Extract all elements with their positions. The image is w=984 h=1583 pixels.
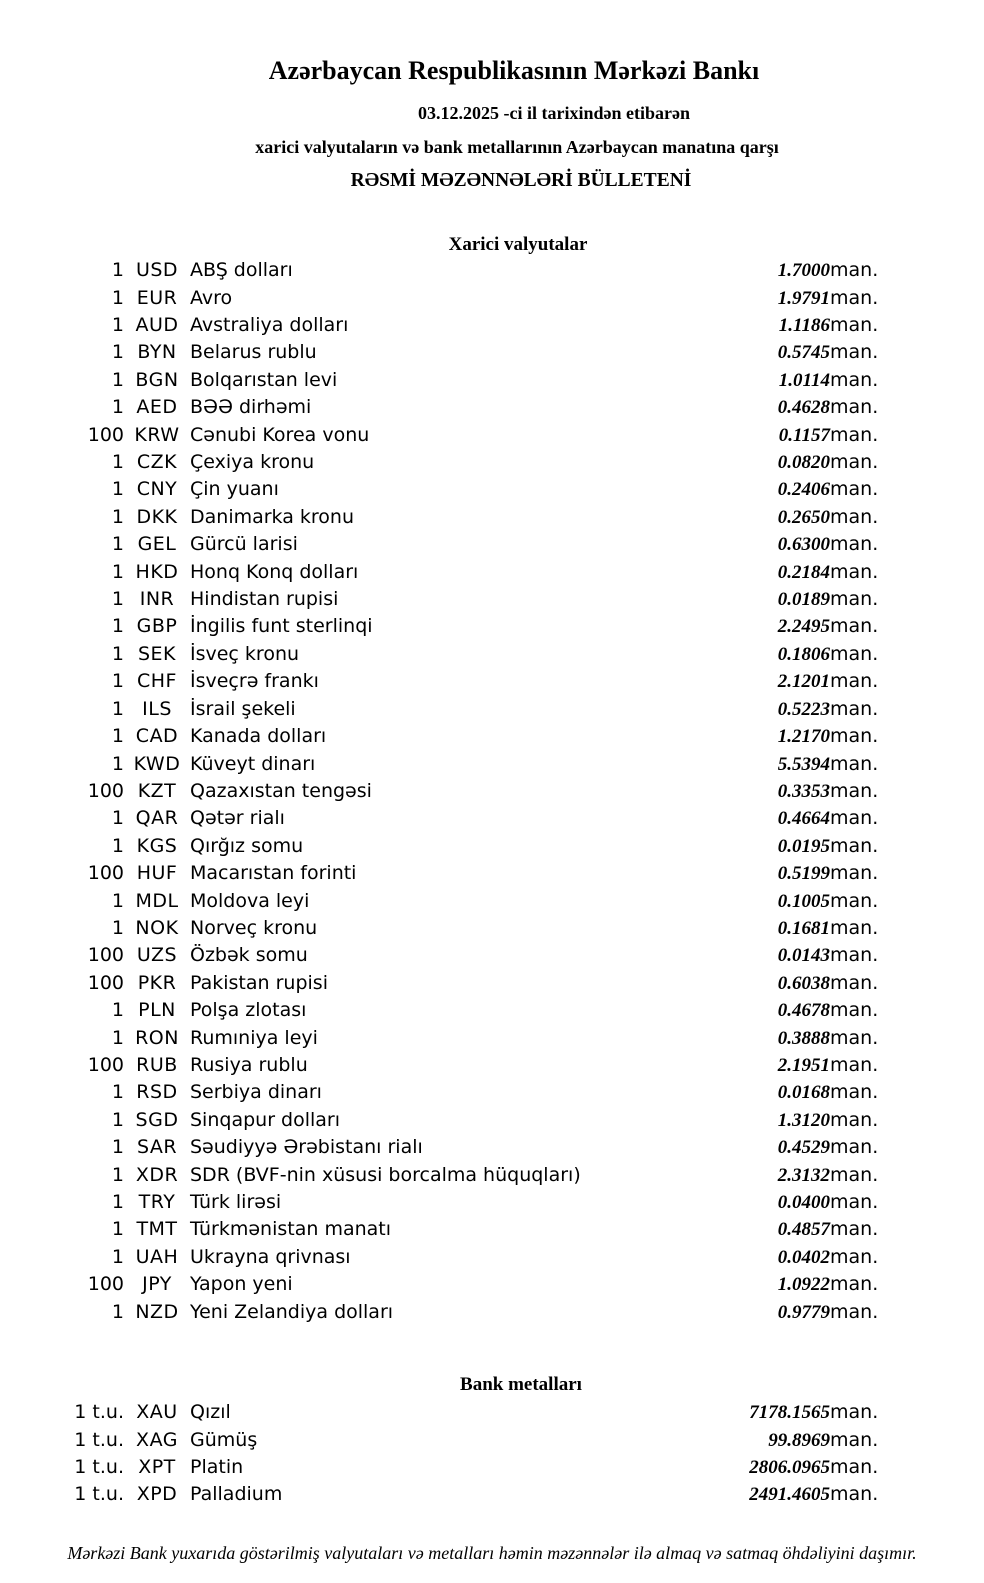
currency-code: MDL [135,889,179,912]
currency-quantity: 100 [87,1053,124,1076]
currency-rate: 0.3353 [777,780,830,802]
currency-quantity: 1 [111,1218,124,1241]
currency-quantity: 1 [111,286,124,309]
currency-unit-label: man. [830,999,879,1022]
currency-row [0,421,984,448]
currency-quantity: 1 [111,1163,124,1186]
currency-row [0,750,984,777]
currency-unit-label: man. [830,1026,879,1049]
currency-row [0,257,984,284]
currency-row [0,1298,984,1325]
currency-rate: 0.1681 [777,917,830,939]
currency-code: AUD [135,314,179,337]
currencies-section-heading: Xarici valyutalar [448,234,588,255]
metal-name: Palladium [190,1483,283,1506]
currency-quantity: 1 [111,615,124,638]
currency-row [0,1134,984,1161]
metal-row [0,1454,984,1481]
currency-name: Bolqarıstan levi [190,368,338,391]
currency-rate: 0.5745 [777,342,830,364]
currency-name: Yeni Zelandiya dolları [190,1300,394,1323]
metal-quantity: 1 t.u. [74,1456,124,1479]
currency-rate: 0.1806 [777,643,830,665]
currency-rate: 0.9779 [777,1301,830,1323]
metal-rate: 7178.1565 [749,1402,830,1424]
currency-quantity: 1 [111,1026,124,1049]
currency-unit-label: man. [830,478,879,501]
currency-rate: 0.4529 [777,1137,830,1159]
currency-row [0,449,984,476]
metals-table [0,1399,984,1509]
currency-rate: 0.3888 [777,1027,830,1049]
currency-code: SAR [136,1136,178,1159]
currency-unit-label: man. [830,725,879,748]
metal-rate: 99.8969 [768,1429,830,1451]
currency-quantity: 1 [111,478,124,501]
currency-name: Küveyt dinarı [190,752,316,775]
metal-name: Qızıl [190,1401,231,1424]
currency-rate: 1.9791 [777,287,830,309]
currency-quantity: 100 [87,779,124,802]
currency-unit-label: man. [830,314,879,337]
currency-rate: 2.3132 [777,1164,830,1186]
currency-quantity: 1 [111,533,124,556]
currency-rate: 0.2650 [777,506,830,528]
currency-quantity: 100 [87,971,124,994]
page-title: Azərbaycan Respublikasının Mərkəzi Bankı [268,56,760,85]
currency-rate: 0.4628 [777,397,830,419]
currency-rate: 0.0168 [777,1082,830,1104]
currency-quantity: 1 [111,999,124,1022]
currency-name: Avro [190,286,233,309]
currency-name: Kanada dolları [190,725,327,748]
currency-row [0,504,984,531]
currency-name: Avstraliya dolları [190,314,349,337]
currency-unit-label: man. [830,834,879,857]
currency-code: GBP [136,615,178,638]
metal-code: XAU [136,1401,178,1424]
currency-code: RSD [136,1081,178,1104]
currency-code: SEK [137,642,177,665]
metal-quantity: 1 t.u. [74,1483,124,1506]
currency-quantity: 1 [111,889,124,912]
currency-code: HKD [135,560,179,583]
currency-quantity: 1 [111,368,124,391]
currency-name: Serbiya dinarı [190,1081,322,1104]
currency-rate: 0.0143 [777,945,830,967]
currency-unit-label: man. [830,1273,879,1296]
currency-name: Moldova leyi [190,889,310,912]
currency-name: Yapon yeni [190,1273,293,1296]
currency-rate: 1.7000 [777,260,830,282]
currency-unit-label: man. [830,1191,879,1214]
currency-unit-label: man. [830,779,879,802]
currency-unit-label: man. [830,533,879,556]
currency-unit-label: man. [830,560,879,583]
currency-quantity: 1 [111,505,124,528]
currency-row [0,284,984,311]
currency-quantity: 1 [111,670,124,693]
currency-name: İsveçrə frankı [190,670,319,693]
currency-code: EUR [136,286,178,309]
currency-name: Qazaxıstan tengəsi [190,779,372,802]
currency-rate: 1.1186 [778,315,830,337]
currency-rate: 0.5223 [777,698,830,720]
currency-unit-label: man. [830,862,879,885]
currency-row [0,1161,984,1188]
metal-row [0,1426,984,1453]
currency-row [0,942,984,969]
currency-row [0,394,984,421]
currency-quantity: 1 [111,1136,124,1159]
subtitle-line: xarici valyutaların və bank metallarının Azərbaycan manatına qarşı [255,137,779,157]
currencies-table [0,257,984,1326]
currency-quantity: 100 [87,423,124,446]
currency-rate: 0.0820 [777,452,830,474]
currency-row [0,805,984,832]
currency-code: DKK [136,505,178,528]
metal-code: XAG [136,1428,178,1451]
currency-quantity: 1 [111,341,124,364]
currency-code: NZD [135,1300,179,1323]
currency-quantity: 1 [111,1245,124,1268]
currency-code: KZT [137,779,177,802]
currency-quantity: 100 [87,1273,124,1296]
currency-quantity: 1 [111,451,124,474]
bulletin-title: RƏSMİ MƏZƏNNƏLƏRİ BÜLLETENİ [350,170,692,191]
currency-unit-label: man. [830,752,879,775]
currency-row [0,586,984,613]
currency-code: XDR [135,1163,179,1186]
metal-unit-label: man. [830,1401,879,1424]
currency-code: RON [135,1026,179,1049]
currency-name: İsrail şekeli [190,697,296,720]
currency-name: Qırğız somu [190,834,304,857]
currency-name: İsveç kronu [190,642,300,665]
currency-row [0,696,984,723]
currency-row [0,833,984,860]
currency-code: USD [135,259,179,282]
currency-unit-label: man. [830,889,879,912]
currency-quantity: 1 [111,916,124,939]
currency-row [0,1271,984,1298]
metals-section-heading: Bank metalları [460,1374,582,1395]
currency-quantity: 1 [111,807,124,830]
metal-name: Gümüş [190,1428,258,1451]
currency-name: Hindistan rupisi [190,588,339,611]
date-line: 03.12.2025 -ci il tarixindən etibarən [418,103,690,123]
currency-rate: 2.1201 [777,671,830,693]
currency-unit-label: man. [830,670,879,693]
currency-unit-label: man. [830,1300,879,1323]
currency-rate: 2.1951 [777,1054,830,1076]
currency-code: KWD [133,752,181,775]
currency-unit-label: man. [830,642,879,665]
currency-rate: 0.2406 [777,479,830,501]
currency-code: PLN [138,999,176,1022]
currency-row [0,1189,984,1216]
currency-rate: 0.1005 [777,890,830,912]
currency-rate: 1.2170 [777,726,830,748]
currency-unit-label: man. [830,944,879,967]
currency-row [0,1244,984,1271]
currency-code: UZS [136,944,178,967]
currency-row [0,887,984,914]
currency-name: İngilis funt sterlinqi [190,615,373,638]
metal-quantity: 1 t.u. [74,1401,124,1424]
currency-unit-label: man. [830,259,879,282]
currency-unit-label: man. [830,697,879,720]
currency-code: KRW [134,423,180,446]
currency-row [0,312,984,339]
currency-quantity: 1 [111,725,124,748]
currency-unit-label: man. [830,1053,879,1076]
currency-rate: 0.0400 [777,1192,830,1214]
currency-row [0,613,984,640]
currency-row [0,1216,984,1243]
currency-unit-label: man. [830,971,879,994]
currency-quantity: 1 [111,752,124,775]
currency-unit-label: man. [830,368,879,391]
currency-rate: 0.2184 [777,561,830,583]
currency-row [0,558,984,585]
currency-quantity: 1 [111,1300,124,1323]
currency-name: BƏƏ dirhəmi [190,396,312,419]
currency-row [0,997,984,1024]
currency-code: CHF [137,670,177,693]
currency-quantity: 1 [111,1081,124,1104]
currency-row [0,339,984,366]
currency-row [0,476,984,503]
currency-name: ABŞ dolları [190,259,293,282]
metal-row [0,1399,984,1426]
currency-unit-label: man. [830,1108,879,1131]
currency-unit-label: man. [830,807,879,830]
currency-name: Honq Konq dolları [190,560,359,583]
currency-row [0,1079,984,1106]
currency-unit-label: man. [830,916,879,939]
currency-code: CAD [135,725,179,748]
currency-quantity: 1 [111,1108,124,1131]
currency-row [0,970,984,997]
currency-name: Özbək somu [190,944,308,967]
currency-quantity: 1 [111,642,124,665]
currency-code: INR [139,588,175,611]
currency-quantity: 1 [111,560,124,583]
currency-code: NOK [135,916,179,939]
currency-rate: 0.0195 [777,835,830,857]
currency-code: CZK [136,451,178,474]
currency-code: PKR [137,971,177,994]
currency-name: Pakistan rupisi [190,971,328,994]
currency-code: KGS [136,834,178,857]
currency-quantity: 1 [111,697,124,720]
currency-unit-label: man. [830,451,879,474]
metal-rate: 2491.4605 [749,1484,830,1506]
currency-name: Norveç kronu [190,916,318,939]
metal-code: XPD [136,1483,178,1506]
metal-quantity: 1 t.u. [74,1428,124,1451]
metal-name: Platin [190,1456,244,1479]
currency-row [0,668,984,695]
currency-name: Türk lirəsi [190,1191,282,1214]
currency-row [0,1024,984,1051]
currency-quantity: 1 [111,314,124,337]
currency-rate: 1.3120 [777,1109,830,1131]
currency-unit-label: man. [830,286,879,309]
currency-row [0,531,984,558]
currency-row [0,778,984,805]
currency-code: AED [136,396,178,419]
currency-rate: 0.4857 [777,1219,830,1241]
currency-unit-label: man. [830,1163,879,1186]
currency-quantity: 100 [87,944,124,967]
currency-rate: 0.0189 [777,589,830,611]
currency-unit-label: man. [830,1245,879,1268]
currency-code: JPY [142,1273,172,1296]
currency-code: UAH [135,1245,179,1268]
currency-code: GEL [137,533,177,556]
currency-name: Belarus rublu [190,341,317,364]
currency-rate: 5.5394 [777,753,830,775]
currency-name: Səudiyyə Ərəbistanı rialı [190,1136,423,1159]
currency-name: Gürcü larisi [190,533,298,556]
currency-code: CNY [136,478,178,501]
metal-unit-label: man. [830,1483,879,1506]
currency-row [0,1107,984,1134]
currency-name: Rusiya rublu [190,1053,308,1076]
currency-unit-label: man. [830,341,879,364]
currency-name: Rumıniya leyi [190,1026,318,1049]
currency-code: BYN [137,341,177,364]
currency-rate: 0.6300 [777,534,830,556]
currency-quantity: 1 [111,1191,124,1214]
metal-unit-label: man. [830,1456,879,1479]
currency-code: BGN [135,368,179,391]
currency-name: Cənubi Korea vonu [190,423,370,446]
currency-unit-label: man. [830,1218,879,1241]
currency-quantity: 1 [111,396,124,419]
currency-row [0,723,984,750]
currency-name: Polşa zlotası [190,999,307,1022]
currency-unit-label: man. [830,588,879,611]
currency-code: TRY [138,1191,176,1214]
currency-quantity: 100 [87,862,124,885]
currency-code: ILS [142,697,172,720]
currency-rate: 0.1157 [778,424,830,446]
currency-name: Sinqapur dolları [190,1108,341,1131]
currency-rate: 0.0402 [777,1246,830,1268]
currency-unit-label: man. [830,423,879,446]
currency-rate: 0.4664 [777,808,830,830]
currency-rate: 0.5199 [777,863,830,885]
currency-code: TMT [136,1218,178,1241]
currency-row [0,1052,984,1079]
currency-row [0,367,984,394]
currency-name: Ukrayna qrivnası [190,1245,351,1268]
currency-quantity: 1 [111,834,124,857]
currency-code: SGD [135,1108,179,1131]
currency-name: Çin yuanı [190,478,279,501]
metal-rate: 2806.0965 [749,1457,830,1479]
currency-code: QAR [135,807,179,830]
currency-name: Danimarka kronu [190,505,355,528]
currency-name: SDR (BVF-nin xüsusi borcalma hüquqları) [190,1163,581,1186]
currency-quantity: 1 [111,259,124,282]
currency-rate: 0.6038 [777,972,830,994]
currency-row [0,641,984,668]
metal-row [0,1481,984,1508]
currency-row [0,915,984,942]
currency-rate: 0.4678 [777,1000,830,1022]
currency-quantity: 1 [111,588,124,611]
footer-note: Mərkəzi Bank yuxarıda göstərilmiş valyutaları və metalları həmin məzənnələr ilə almaq və satmaq öhdəliyini daşımır. [67,1543,917,1563]
currency-rate: 1.0114 [778,369,830,391]
currency-unit-label: man. [830,1081,879,1104]
currency-unit-label: man. [830,396,879,419]
currency-name: Macarıstan forinti [190,862,357,885]
metal-unit-label: man. [830,1428,879,1451]
currency-unit-label: man. [830,615,879,638]
currency-name: Qətər rialı [190,807,285,830]
currency-unit-label: man. [830,1136,879,1159]
currency-unit-label: man. [830,505,879,528]
metal-code: XPT [138,1456,176,1479]
currency-code: RUB [136,1053,178,1076]
currency-name: Çexiya kronu [190,451,315,474]
currency-row [0,860,984,887]
currency-code: HUF [136,862,178,885]
currency-rate: 1.0922 [777,1274,830,1296]
currency-rate: 2.2495 [777,616,830,638]
currency-name: Türkmənistan manatı [190,1218,392,1241]
